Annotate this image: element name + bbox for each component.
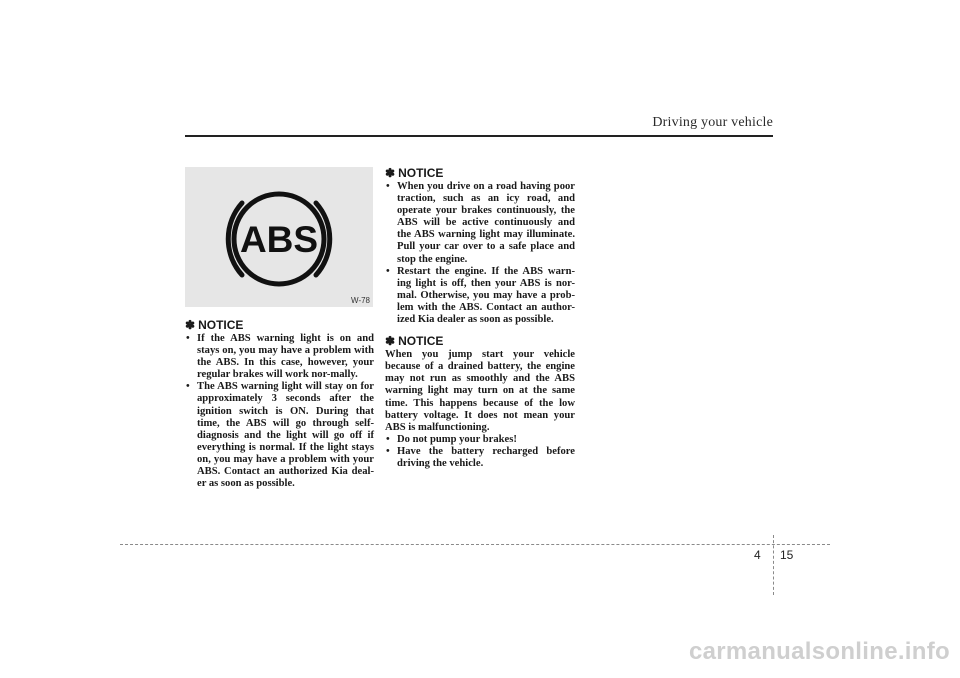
list-item: • Do not pump your brakes! — [385, 434, 575, 446]
notice-heading: ✽ NOTICE — [185, 318, 244, 332]
abs-figure — [185, 167, 373, 307]
notice-heading: ✽ NOTICE — [385, 334, 444, 349]
abs-icon-text: ABS — [239, 219, 319, 260]
list-item: • If the ABS warning light is on and stays on, you may have a problem with the ABS. In this case, however, your regular brakes will work nor-mally. — [185, 333, 374, 381]
abs-warning-icon — [185, 167, 373, 307]
figure-code: W-78 — [351, 296, 370, 305]
notice-list — [385, 181, 575, 326]
watermark: carmanualsonline.info — [688, 638, 950, 665]
notice-list — [185, 333, 374, 490]
list-item: • The ABS warning light will stay on for approximately 3 seconds after the ignition switch is ON. During that time, the ABS will go through self-diagnosis and the light will go off if everything is normal. If the light stays on, you may have a problem with your ABS. Contact an authorized Kia deal-er as soon as possible. — [185, 381, 374, 490]
notice-icon: ✽ — [185, 318, 196, 332]
right-notice-1 — [385, 166, 575, 326]
right-notice-2 — [385, 334, 575, 470]
footer-rule — [120, 544, 830, 545]
list-item: • Have the battery recharged before driving the vehicle. — [385, 446, 575, 470]
footer-divider — [773, 535, 774, 595]
header-rule — [185, 135, 773, 137]
notice-list — [385, 434, 575, 470]
notice-paragraph: When you jump start your vehicle because of a drained battery, the engine may not run as smoothly and the ABS warning light may turn on at the same time. This happens because of the low battery voltage. It does not mean your ABS is malfunctioning. — [385, 349, 575, 433]
notice-icon: ✽ — [385, 334, 396, 349]
section-title: Driving your vehicle — [652, 115, 773, 130]
notice-heading: ✽ NOTICE — [385, 166, 444, 180]
page-number: 15 — [780, 548, 794, 562]
left-notice — [185, 318, 374, 490]
notice-icon: ✽ — [385, 166, 396, 180]
list-item: • Restart the engine. If the ABS warn-ing light is off, then your ABS is nor-mal. Otherwise, you may have a prob-lem with the ABS. Contact an author-ized Kia dealer as soon as possible. — [385, 266, 575, 326]
right-column — [385, 166, 575, 470]
list-item: • When you drive on a road having poor traction, such as an icy road, and operate your brakes continuously, the ABS will be active continuously and the ABS warning light may illuminate. Pull your car over to a safe place and stop the engine. — [385, 181, 575, 266]
chapter-number: 4 — [754, 548, 761, 562]
